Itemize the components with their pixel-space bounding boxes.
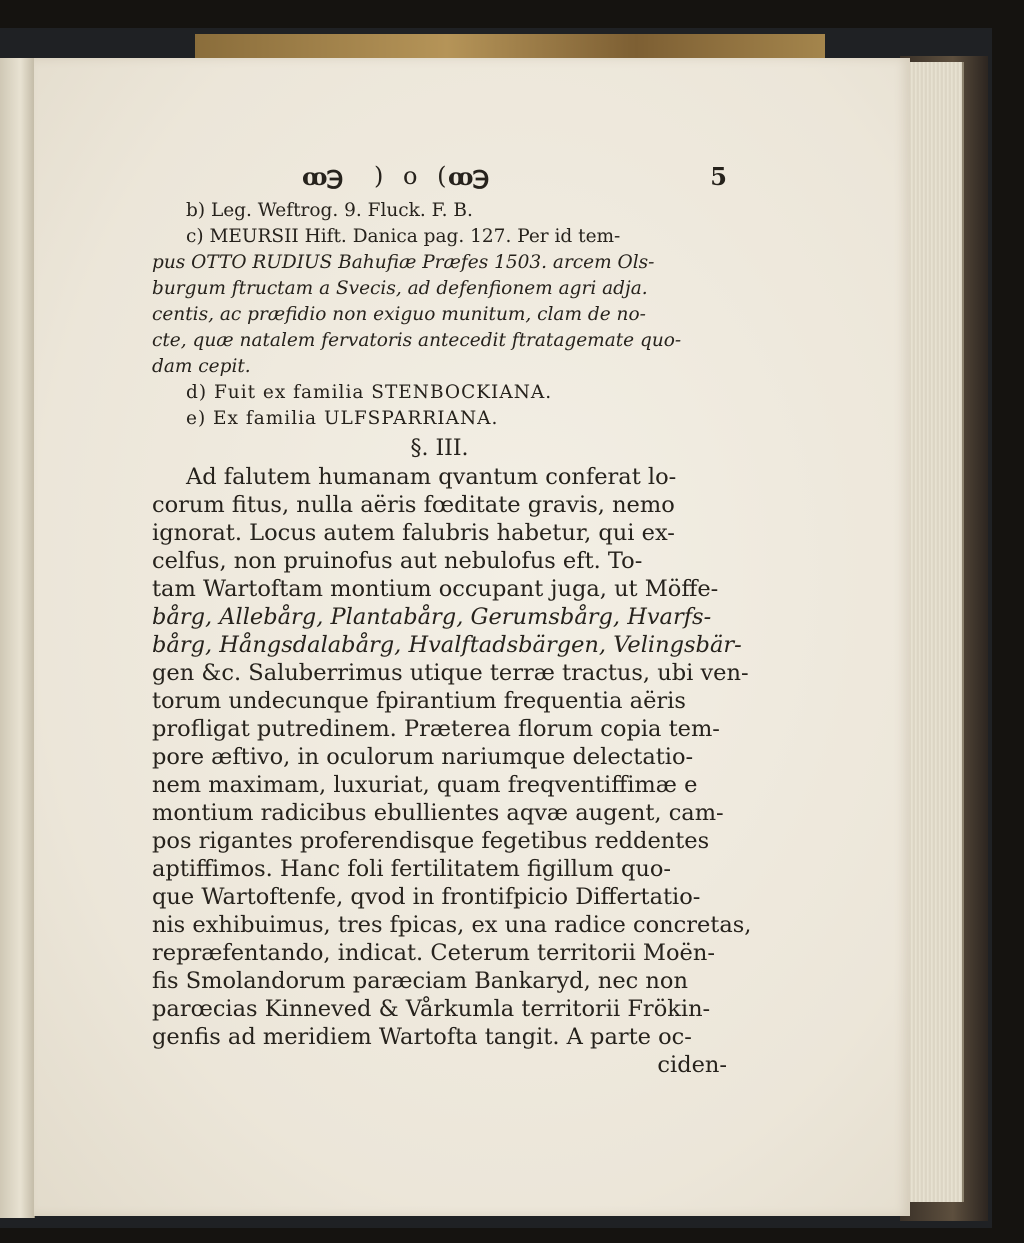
body-line: torum undecunque fpirantium frequentia aëris <box>152 688 686 714</box>
body-line: pore æftivo, in oculorum nariumque delectatio- <box>152 744 694 770</box>
head-center: ) o ( <box>374 162 453 190</box>
body-line: gen &c. Saluberrimus utique terræ tractus, ubi ven- <box>152 660 749 686</box>
body-line: bårg, Hångsdalabårg, Hvalftadsbärgen, Velingsbär- <box>152 632 742 658</box>
body-line: aptiffimos. Hanc foli fertilitatem figillum quo- <box>152 856 672 882</box>
book-page <box>34 58 910 1216</box>
footnote-line: d) Fuit ex familia STENBOCKIANA. <box>186 382 553 403</box>
body-line: ignorat. Locus autem falubris habetur, qui ex- <box>152 520 675 546</box>
facing-page-edge <box>0 58 35 1218</box>
body-line: profligat putredinem. Præterea florum copia tem- <box>152 716 720 742</box>
head-ornament-right: ꝏ℈ <box>448 162 489 191</box>
page-number: 5 <box>710 162 727 191</box>
section-heading: §. III. <box>410 436 469 461</box>
body-line: bårg, Allebårg, Plantabårg, Gerumsbårg, Hvarfs- <box>152 604 712 630</box>
footnote-line: dam cepit. <box>152 356 251 377</box>
body-line: celfus, non pruinofus aut nebulofus eft. To- <box>152 548 643 574</box>
body-line: que Wartoftenfe, qvod in frontifpicio Differtatio- <box>152 884 701 910</box>
body-line: Ad falutem humanam qvantum conferat lo- <box>186 464 677 490</box>
body-line: nem maximam, luxuriat, quam freqventiffimæ e <box>152 772 698 798</box>
body-line: corum fitus, nulla aëris fœditate gravis, nemo <box>152 492 675 518</box>
catchword: ciden- <box>657 1052 727 1078</box>
footnote-line: b) Leg. Weftrog. 9. Fluck. F. B. <box>186 200 473 221</box>
footnote-line: pus OTTO RUDIUS Bahufiæ Præfes 1503. arcem Ols- <box>152 252 655 273</box>
body-line: fis Smolandorum paræciam Bankaryd, nec non <box>152 968 688 994</box>
body-line: genfis ad meridiem Wartofta tangit. A parte oc- <box>152 1024 692 1050</box>
head-ornament-left: ꝏ℈ <box>302 162 343 191</box>
body-line: tam Wartoftam montium occupant juga, ut Möffe- <box>152 576 719 602</box>
body-line: parœcias Kinneved & Vårkumla territorii Frökin- <box>152 996 711 1022</box>
body-line: repræfentando, indicat. Ceterum territorii Moën- <box>152 940 715 966</box>
footnote-line: centis, ac præfidio non exiguo munitum, clam de no- <box>152 304 646 325</box>
footnote-line: e) Ex familia ULFSPARRIANA. <box>186 408 499 429</box>
footnote-line: c) MEURSII Hift. Danica pag. 127. Per id tem- <box>186 226 621 247</box>
cover-edge <box>195 34 825 60</box>
footnote-line: cte, quæ natalem fervatoris antecedit ftratagemate quo- <box>152 330 682 351</box>
body-line: pos rigantes proferendisque fegetibus reddentes <box>152 828 710 854</box>
footnote-line: burgum ftructam a Svecis, ad defenfionem agri adja. <box>152 278 648 299</box>
running-head <box>152 162 727 196</box>
body-line: montium radicibus ebullientes aqvæ augent, cam- <box>152 800 724 826</box>
body-line: nis exhibuimus, tres fpicas, ex una radice concretas, <box>152 912 752 938</box>
